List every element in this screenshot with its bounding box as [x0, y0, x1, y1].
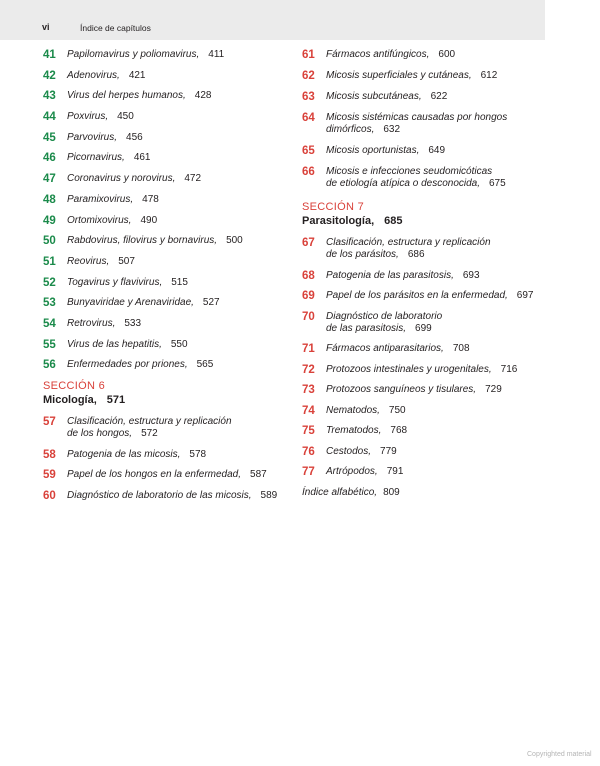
chapter-page: 622	[430, 91, 448, 102]
chapter-number: 62	[302, 70, 315, 82]
chapter-entry-56	[43, 359, 293, 371]
chapter-title-text: Virus de las hepatitis,	[67, 338, 162, 350]
chapter-page: 456	[126, 131, 143, 143]
chapter-entry-45	[43, 132, 293, 144]
chapter-number: 45	[43, 131, 56, 144]
section-6-heading	[43, 380, 293, 407]
chapter-title-text: de etiología atípica o desconocida,	[326, 178, 480, 189]
chapter-list-mycology-cont	[302, 49, 552, 190]
chapter-title	[326, 145, 552, 157]
section-name	[302, 215, 552, 228]
chapter-number: 71	[302, 343, 315, 355]
chapter-page: 472	[184, 173, 202, 185]
chapter-entry-76	[302, 446, 552, 458]
chapter-number: 63	[302, 91, 315, 103]
chapter-title-line2	[326, 178, 552, 190]
chapter-title-text: Micosis subcutáneas,	[326, 91, 422, 102]
chapter-entry-42	[43, 70, 293, 82]
chapter-title-text: Parvovirus,	[67, 131, 118, 143]
chapter-list-virology	[43, 49, 293, 371]
chapter-title	[326, 70, 552, 82]
chapter-title	[326, 290, 552, 302]
chapter-page: 589	[260, 489, 278, 501]
chapter-page: 729	[485, 384, 502, 395]
section-7-heading	[302, 201, 552, 228]
chapter-page: 699	[415, 322, 432, 334]
chapter-title-text: Virus del herpes humanos,	[67, 90, 186, 102]
right-column	[302, 49, 552, 499]
chapter-page: 686	[407, 249, 425, 260]
chapter-entry-63	[302, 91, 552, 103]
chapter-title	[326, 364, 552, 376]
chapter-entry-75	[302, 425, 552, 437]
chapter-entry-46	[43, 152, 293, 164]
chapter-title-text: de los hongos,	[67, 428, 133, 440]
chapter-number: 74	[302, 404, 315, 417]
chapter-title	[67, 194, 293, 206]
chapter-title	[67, 215, 293, 227]
section-page: 571	[106, 394, 126, 407]
chapter-number: 48	[43, 193, 56, 206]
chapter-number: 65	[302, 145, 315, 157]
chapter-title-text: Protozoos sanguíneos y tisulares,	[326, 384, 477, 395]
chapter-title	[67, 90, 293, 102]
chapter-entry-48	[43, 194, 293, 206]
chapter-entry-44	[43, 111, 293, 123]
chapter-number: 53	[43, 297, 56, 310]
chapter-entry-55	[43, 339, 293, 351]
chapter-title-text: Adenovirus,	[67, 69, 120, 81]
chapter-page: 693	[462, 269, 480, 281]
chapter-page: 507	[118, 255, 135, 267]
chapter-title-line1: Clasificación, estructura y replicación	[67, 416, 232, 428]
chapter-page: 675	[489, 178, 506, 189]
chapter-title	[326, 466, 552, 478]
chapter-entry-57	[43, 416, 293, 440]
chapter-title	[67, 297, 293, 309]
chapter-title	[67, 49, 293, 61]
chapter-title	[67, 70, 293, 82]
chapter-page: 578	[189, 448, 207, 460]
chapter-title-text: Reovirus,	[67, 255, 110, 267]
section-title: Micología,	[43, 394, 97, 407]
chapter-page: 428	[194, 90, 212, 102]
chapter-title-text: dimórficos,	[326, 124, 375, 135]
chapter-title-text: Togavirus y flavivirus,	[67, 276, 163, 288]
chapter-page: 527	[202, 297, 220, 309]
chapter-number: 77	[302, 466, 315, 478]
chapter-page: 697	[516, 290, 534, 301]
section-label: SECCIÓN 6	[43, 380, 105, 393]
chapter-title-line1: Diagnóstico de laboratorio	[326, 310, 443, 322]
chapter-title-text: Patogenia de las parasitosis,	[326, 269, 454, 281]
chapter-number: 54	[43, 317, 56, 330]
chapter-page: 708	[452, 343, 470, 354]
chapter-title-text: Cestodos,	[326, 445, 372, 457]
chapter-page: 515	[171, 276, 188, 288]
chapter-title-text: Protozoos intestinales y urogenitales,	[326, 363, 492, 375]
chapter-title-text: Artrópodos,	[326, 466, 378, 477]
chapter-page: 649	[428, 145, 446, 156]
chapter-number: 47	[43, 173, 56, 186]
chapter-page: 632	[383, 124, 401, 135]
chapter-page: 768	[390, 425, 408, 436]
chapter-number: 42	[43, 69, 56, 82]
chapter-entry-52	[43, 277, 293, 289]
chapter-title	[326, 384, 552, 396]
chapter-title-text: Papel de los hongos en la enfermedad,	[67, 469, 242, 481]
chapter-title	[67, 469, 293, 481]
running-title: Índice de capítulos	[80, 23, 151, 33]
chapter-page: 478	[142, 193, 159, 205]
chapter-number: 64	[302, 112, 315, 124]
chapter-number: 68	[302, 269, 315, 282]
chapter-page: 500	[226, 235, 243, 247]
chapter-title	[67, 235, 293, 247]
section-label: SECCIÓN 7	[302, 201, 364, 213]
chapter-entry-61	[302, 49, 552, 61]
chapter-entry-60	[43, 490, 293, 502]
chapter-title	[67, 173, 293, 185]
chapter-page: 612	[480, 70, 498, 81]
chapter-number: 58	[43, 448, 56, 461]
chapter-title	[326, 270, 552, 282]
chapter-number: 43	[43, 90, 56, 103]
chapter-number: 46	[43, 152, 56, 165]
chapter-title-text: Nematodos,	[326, 404, 380, 416]
chapter-page: 411	[208, 49, 225, 60]
chapter-entry-67	[302, 237, 552, 261]
chapter-entry-70	[302, 311, 552, 335]
chapter-entry-74	[302, 405, 552, 417]
chapter-title-text: Micosis oportunistas,	[326, 145, 420, 156]
chapter-entry-65	[302, 145, 552, 157]
chapter-number: 59	[43, 469, 56, 482]
chapter-title	[67, 339, 293, 351]
chapter-number: 67	[302, 237, 315, 249]
chapter-title-text: de los parásitos,	[326, 249, 399, 260]
chapter-number: 49	[43, 214, 56, 227]
chapter-entry-58	[43, 449, 293, 461]
chapter-entry-73	[302, 384, 552, 396]
chapter-entry-68	[302, 270, 552, 282]
chapter-page: 779	[380, 445, 397, 457]
chapter-number: 50	[43, 235, 56, 248]
chapter-number: 76	[302, 445, 315, 458]
chapter-page: 572	[141, 428, 158, 440]
index-title: Índice alfabético,	[302, 486, 378, 498]
chapter-title-line2	[326, 124, 552, 136]
chapter-number: 70	[302, 310, 315, 323]
chapter-number: 52	[43, 276, 56, 289]
chapter-title	[326, 91, 552, 103]
chapter-title-text: Rabdovirus, filovirus y bornavirus,	[67, 235, 218, 247]
chapter-page: 565	[196, 359, 214, 371]
chapter-title-text: de las parasitosis,	[326, 322, 407, 334]
chapter-title-line1: Micosis sistémicas causadas por hongos	[326, 112, 508, 123]
chapter-list-parasitology	[302, 237, 552, 478]
chapter-title-text: Patogenia de las micosis,	[67, 448, 181, 460]
chapter-entry-77	[302, 466, 552, 478]
chapter-title	[67, 490, 293, 502]
chapter-title-text: Bunyaviridae y Arenaviridae,	[67, 297, 194, 309]
chapter-number: 41	[43, 49, 56, 61]
chapter-number: 60	[43, 489, 56, 502]
chapter-number: 51	[43, 255, 56, 268]
chapter-page: 450	[117, 111, 134, 123]
chapter-title-text: Micosis superficiales y cutáneas,	[326, 70, 472, 81]
chapter-entry-66	[302, 166, 552, 190]
watermark: Copyrighted material	[527, 751, 592, 758]
chapter-title	[326, 446, 552, 458]
chapter-title-text: Poxvirus,	[67, 111, 109, 123]
chapter-list-mycology	[43, 416, 293, 502]
chapter-title	[67, 318, 293, 330]
chapter-page: 791	[386, 466, 404, 477]
chapter-entry-47	[43, 173, 293, 185]
chapter-title	[326, 405, 552, 417]
chapter-number: 72	[302, 363, 315, 376]
chapter-title	[326, 49, 552, 61]
chapter-title	[326, 425, 552, 437]
chapter-entry-54	[43, 318, 293, 330]
chapter-title-text: Papilomavirus y poliomavirus,	[67, 49, 200, 60]
chapter-title-text: Papel de los parásitos en la enfermedad,	[326, 290, 508, 301]
chapter-title-text: Coronavirus y norovirus,	[67, 173, 176, 185]
chapter-title-text: Ortomixovirus,	[67, 214, 132, 226]
chapter-title-text: Fármacos antiparasitarios,	[326, 343, 444, 354]
chapter-entry-50	[43, 235, 293, 247]
chapter-title-text: Paramixovirus,	[67, 193, 134, 205]
chapter-entry-41	[43, 49, 293, 61]
chapter-entry-62	[302, 70, 552, 82]
chapter-page: 716	[500, 363, 518, 375]
chapter-title	[67, 359, 293, 371]
chapter-title-text: Retrovirus,	[67, 317, 116, 329]
chapter-number: 57	[43, 416, 56, 429]
chapter-entry-72	[302, 364, 552, 376]
section-page: 685	[384, 215, 403, 227]
chapter-title-line2	[326, 323, 552, 335]
chapter-page: 587	[250, 469, 267, 481]
chapter-title-line2	[326, 249, 552, 261]
chapter-title	[67, 256, 293, 268]
chapter-number: 56	[43, 359, 56, 372]
chapter-page: 750	[388, 404, 406, 416]
chapter-number: 69	[302, 290, 315, 302]
chapter-entry-51	[43, 256, 293, 268]
chapter-title	[67, 132, 293, 144]
chapter-entry-53	[43, 297, 293, 309]
chapter-title	[67, 277, 293, 289]
chapter-page: 533	[124, 317, 142, 329]
chapter-number: 44	[43, 111, 56, 124]
chapter-number: 61	[302, 49, 315, 61]
chapter-page: 490	[140, 214, 158, 226]
chapter-number: 66	[302, 166, 315, 178]
index-entry	[302, 487, 552, 499]
chapter-title	[326, 343, 552, 355]
chapter-number: 75	[302, 425, 315, 437]
chapter-entry-69	[302, 290, 552, 302]
chapter-entry-49	[43, 215, 293, 227]
chapter-title	[67, 111, 293, 123]
index-page: 809	[383, 486, 400, 498]
chapter-title-line2	[67, 428, 293, 440]
chapter-entry-71	[302, 343, 552, 355]
chapter-page: 550	[170, 338, 188, 350]
left-column	[43, 49, 293, 510]
chapter-page: 600	[438, 49, 456, 60]
section-name	[43, 394, 293, 407]
chapter-title-text: Enfermedades por priones,	[67, 359, 188, 371]
chapter-title-line1: Micosis e infecciones seudomicóticas	[326, 166, 493, 177]
chapter-entry-59	[43, 469, 293, 481]
chapter-title-line1: Clasificación, estructura y replicación	[326, 237, 491, 248]
chapter-number: 73	[302, 384, 315, 396]
chapter-title-text: Picornavirus,	[67, 152, 125, 164]
section-title: Parasitología,	[302, 215, 375, 227]
chapter-title-text: Trematodos,	[326, 425, 382, 436]
chapter-entry-43	[43, 90, 293, 102]
chapter-title	[67, 152, 293, 164]
chapter-title	[67, 449, 293, 461]
page-number: vi	[42, 22, 50, 32]
page-header	[0, 0, 545, 40]
chapter-page: 461	[133, 152, 151, 164]
chapter-number: 55	[43, 338, 56, 351]
chapter-entry-64	[302, 112, 552, 136]
chapter-page: 421	[128, 69, 146, 81]
chapter-title-text: Fármacos antifúngicos,	[326, 49, 430, 60]
chapter-title-text: Diagnóstico de laboratorio de las micosis,	[67, 489, 252, 501]
